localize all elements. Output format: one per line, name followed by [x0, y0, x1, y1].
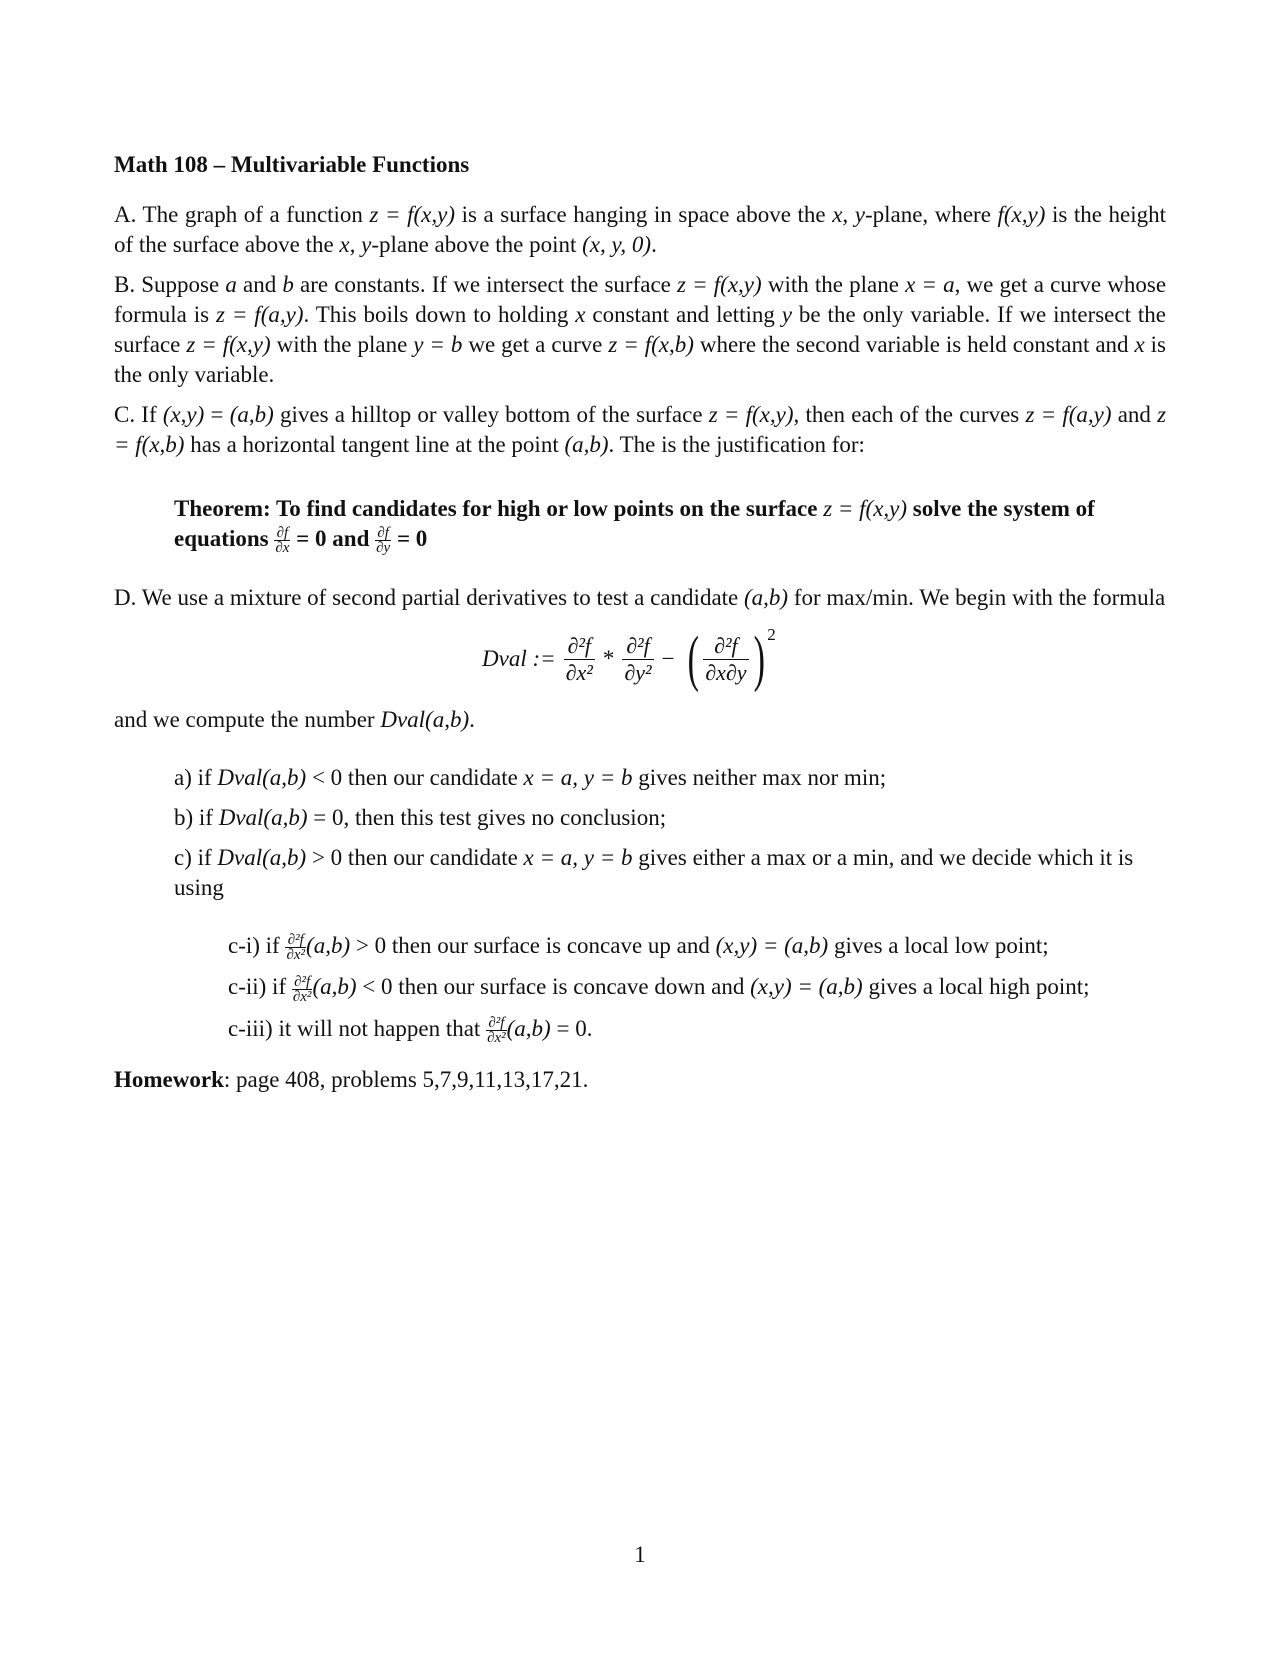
- d2f-dx2-fraction: $\frac{\text{∂²f}}{\text{∂x²}}$: [292, 973, 312, 1005]
- case-c-iii: c-iii) it will not happen that $\frac{\text{∂²f}}{\text{∂x²}}$ (a,b) = 0.: [228, 1014, 593, 1046]
- paragraph-a: A. The graph of a function z = f(x,y) is a surface hanging in space above the x, y-plane, where f(x,y) is the height of the surface above the x, y-plane above the point (x, y, 0).: [114, 202, 1167, 257]
- case-b: b) if Dval(a,b) = 0, then this test gives no conclusion;: [174, 805, 667, 831]
- d2f-dx2-fraction: $\frac{\text{∂²f}}{\text{∂x²}}$: [565, 632, 593, 685]
- theorem-block: Theorem: To find candidates for high or low points on the surface z = f(x,y) solve the system of equations $\frac{\partial f}{\partial x}$ = 0 and $\frac{\partial f}{\partial y}$ = 0: [174, 496, 1095, 557]
- d2f-dx2-fraction: $\frac{\text{∂²f}}{\text{∂x²}}$: [286, 932, 306, 964]
- page-title: Math 108 – Multivariable Functions: [114, 152, 470, 177]
- page-number: 1: [634, 1542, 646, 1567]
- df-dx-fraction: $\frac{\partial f}{\partial x}$: [275, 525, 290, 557]
- paragraph-d-cont: and we compute the number Dval(a,b).: [114, 707, 475, 733]
- homework-text: : page 408, problems 5,7,9,11,13,17,21.: [223, 1066, 589, 1092]
- case-c-ii: c-ii) if $\frac{\text{∂²f}}{\text{∂x²}}$ (a,b) < 0 then our surface is concave down and (x,y) = (a,b) gives a local high point;: [228, 973, 1090, 1005]
- d2f-dy2-fraction: $\frac{\text{∂²f}}{\text{∂y²}}$: [624, 632, 652, 685]
- d2f-dxdy-fraction: $\frac{\text{∂²f}}{\partial x\partial y}$: [705, 632, 747, 685]
- dval-formula: Dval := $\frac{\text{∂²f}}{\text{∂x²}}$ * $\frac{\text{∂²f}}{\text{∂y²}}$ − ( $\frac{\text{∂²f}}{\partial x\partial y}$ ) 2: [482, 625, 776, 694]
- df-dy-fraction: $\frac{\partial f}{\partial y}$: [376, 525, 391, 557]
- paragraph-c: C. If (x,y) = (a,b) gives a hilltop or valley bottom of the surface z = f(x,y), then each of the curves z = f(a,y) and z = f(x,b) has a horizontal tangent line at the point (a,b). The is the justification for:: [114, 402, 1167, 457]
- mixed-partial-squared: ( $\frac{\text{∂²f}}{\partial x\partial y}$ ) 2: [687, 625, 776, 694]
- homework-label: Homework: [114, 1066, 224, 1092]
- case-c: c) if Dval(a,b) > 0 then our candidate x = a, y = b gives either a max or a min, and we decide which it is using: [174, 845, 1134, 901]
- document-page: [114, 150, 1166, 1105]
- paragraph-b: B. Suppose a and b are constants. If we intersect the surface z = f(x,y) with the plane x = a, we get a curve whose formula is z = f(a,y). This boils down to holding x constant and letting y be the only variable. If we intersect the surface z = f(x,y) with the plane y = b we get a curve z = f(x,b) where the second variable is held constant and x is the only variable.: [114, 272, 1167, 387]
- case-c-i: c-i) if $\frac{\text{∂²f}}{\text{∂x²}}$ (a,b) > 0 then our surface is concave up and (x,y) = (a,b) gives a local low point;: [228, 932, 1049, 964]
- case-a: a) if Dval(a,b) < 0 then our candidate x = a, y = b gives neither max nor min;: [174, 765, 887, 791]
- sub-cases: [228, 931, 1166, 1045]
- d2f-dx2-fraction: $\frac{\text{∂²f}}{\text{∂x²}}$: [487, 1014, 506, 1046]
- paragraph-d: D. We use a mixture of second partial derivatives to test a candidate (a,b) for max/min. We begin with the formula: [114, 585, 1166, 611]
- homework-line: [114, 1065, 1166, 1095]
- test-cases: [174, 763, 1166, 903]
